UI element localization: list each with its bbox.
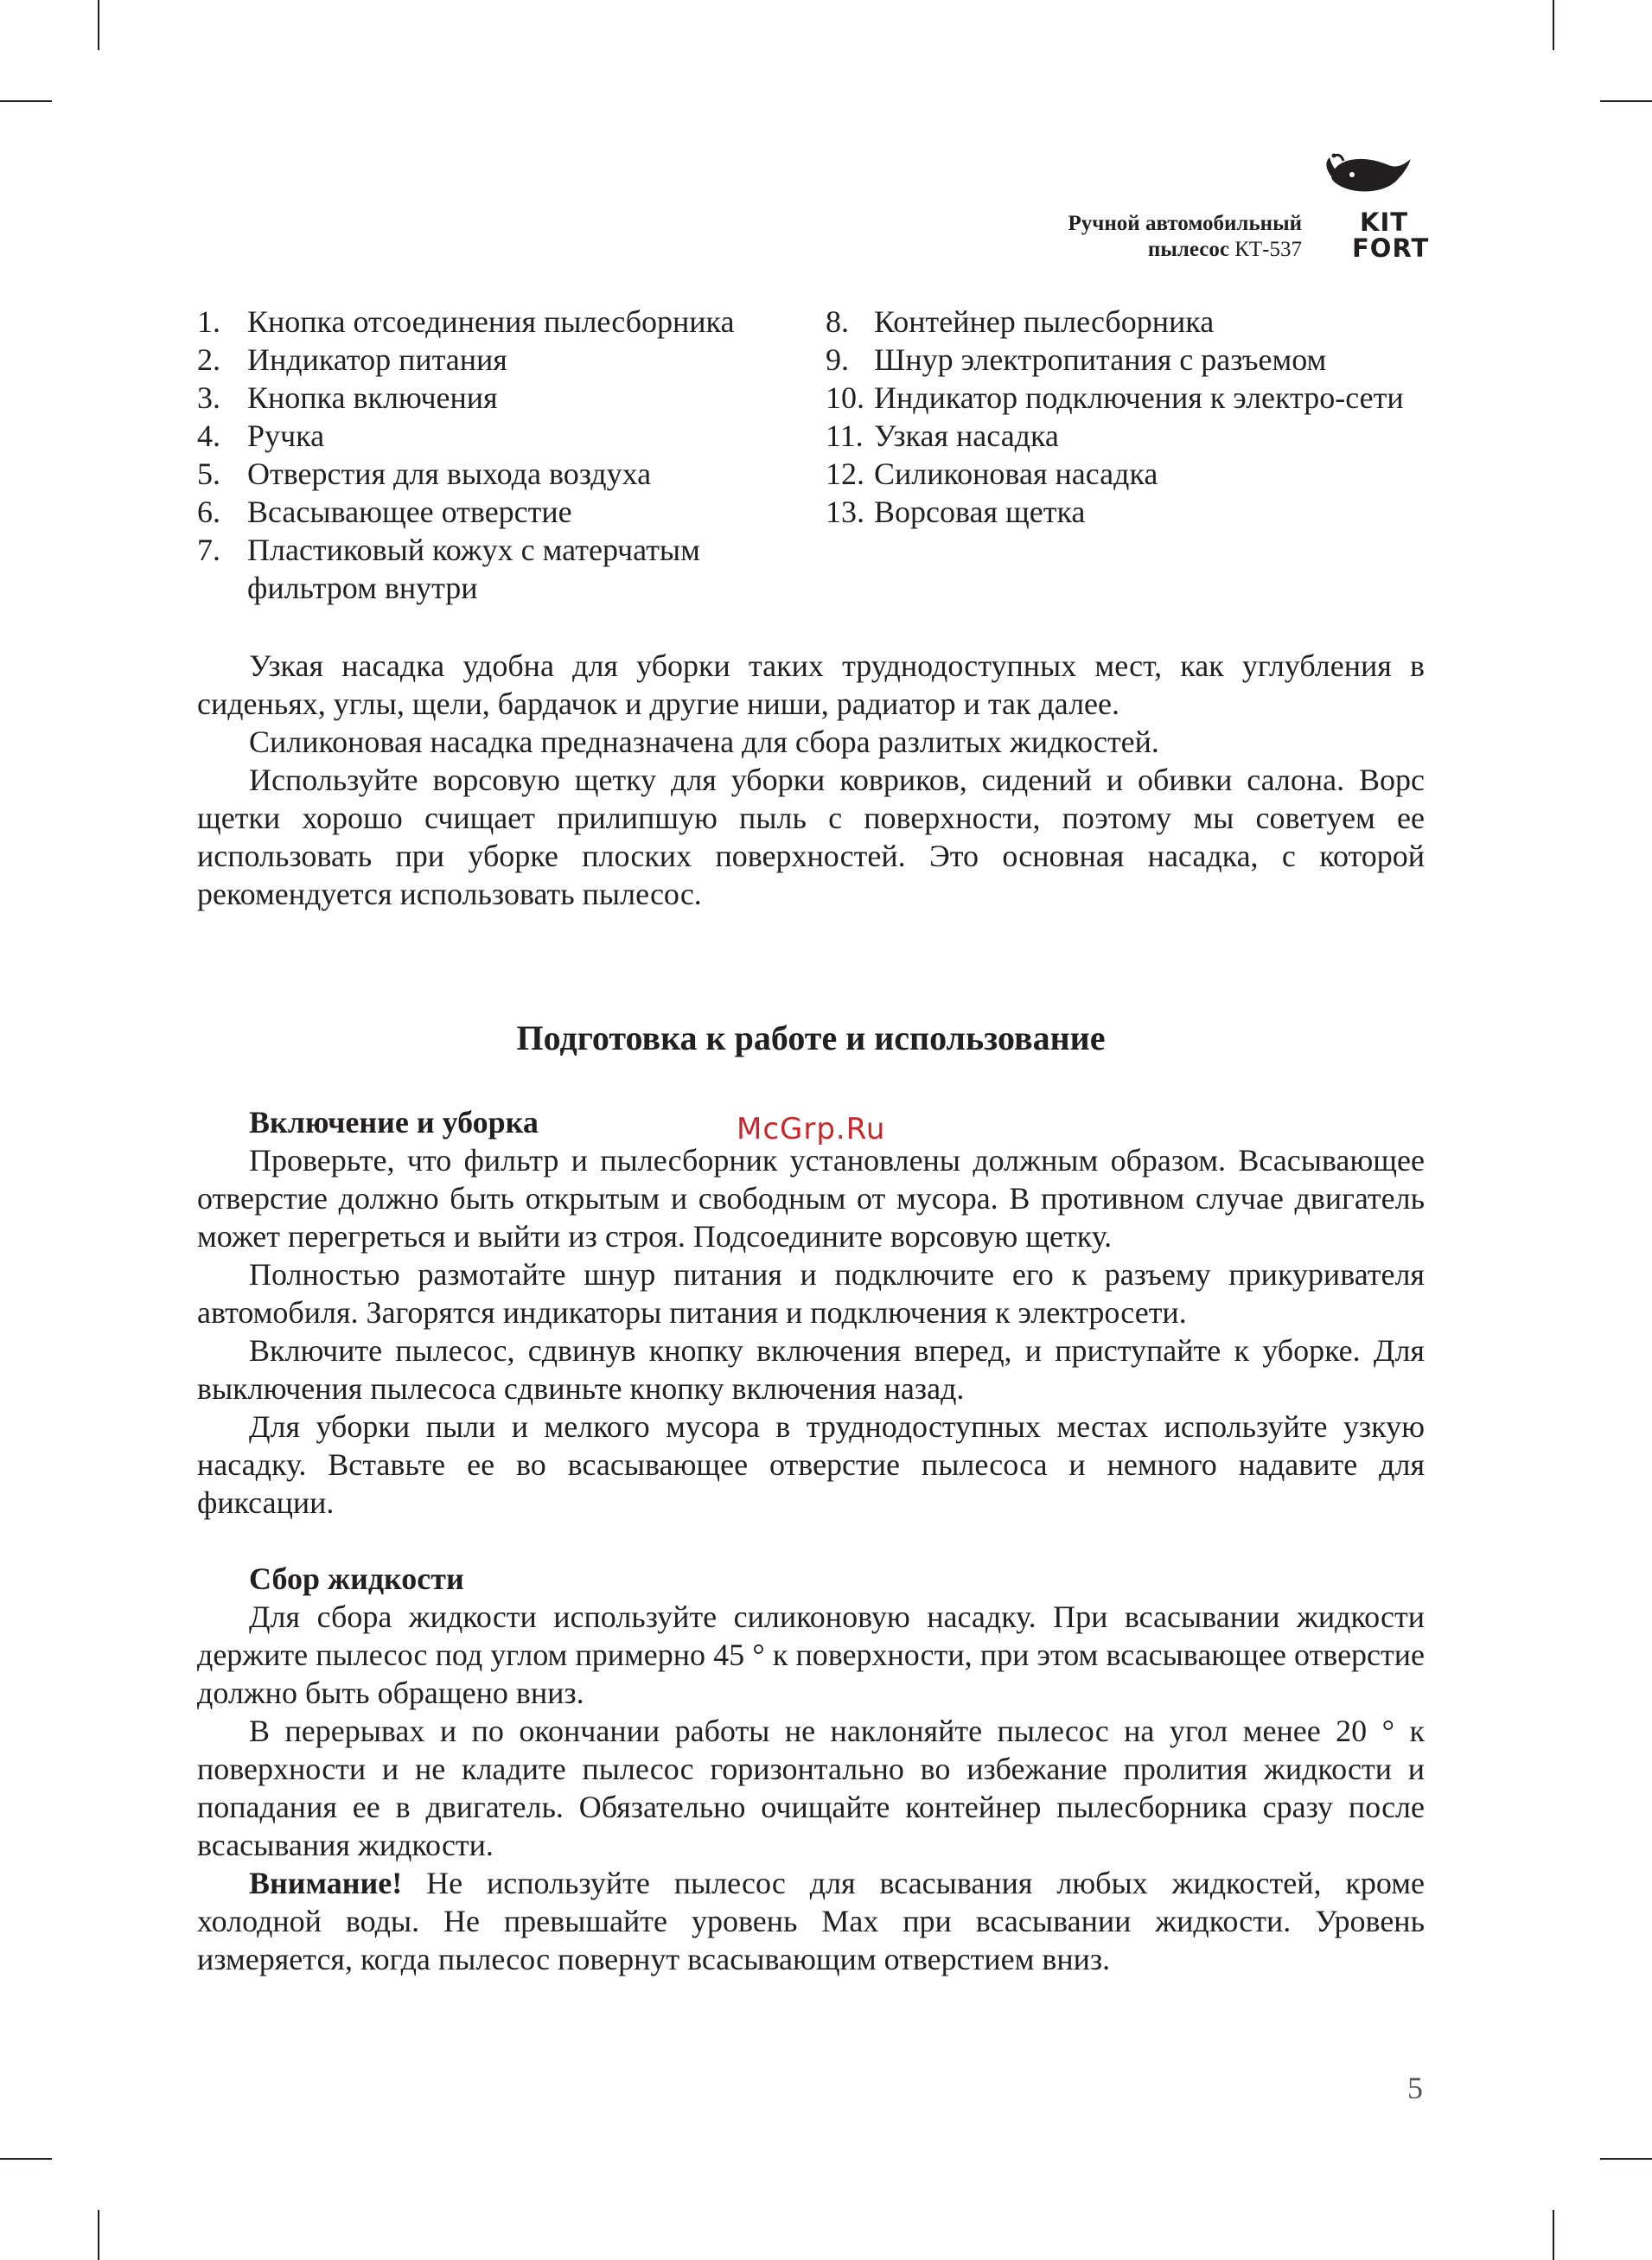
header-line1: Ручной автомобильный xyxy=(1068,212,1302,235)
intro-paragraph-2: Силиконовая насадка предназначена для сбора разлитых жидкостей. xyxy=(249,725,1159,759)
list-item: 9. Шнур электропитания с разъемом xyxy=(826,342,1327,377)
section-title: Подготовка к работе и использование xyxy=(516,1018,1106,1057)
crop-mark-top-left-h xyxy=(0,100,52,102)
list-item: 6. Всасывающее отверстие xyxy=(197,495,572,529)
warning-label: Внимание! xyxy=(249,1866,403,1900)
crop-mark-bottom-right-h xyxy=(1600,2158,1652,2160)
list-item: 4. Ручка xyxy=(197,418,325,453)
cleaning-paragraph-3: Включите пылесос, сдвинув кнопку включения вперед, и приступайте к уборке. Для выключения пылесоса сдвиньте кнопку включения назад. xyxy=(197,1333,1425,1406)
cleaning-paragraph-1: Проверьте, что фильтр и пылесборник установлены должным образом. Всасывающее отверстие должно быть открытым и свободным от мусора. В противном случае двигатель может перегреться и выйти из строя. Подсоедините ворсовую щетку. xyxy=(197,1143,1425,1254)
parts-list-left xyxy=(197,303,802,607)
watermark: McGrp.Ru xyxy=(737,1112,886,1146)
liquid-warning-paragraph xyxy=(197,1864,1425,1978)
list-item: 11. Узкая насадка xyxy=(826,418,1059,453)
list-item: 7. Пластиковый кожух с матерчатым фильтром внутри xyxy=(197,533,700,605)
header-model: КТ-537 xyxy=(1234,238,1302,261)
list-item: 2. Индикатор питания xyxy=(197,342,507,377)
brand-fort: FORT xyxy=(1352,233,1430,263)
cleaning-paragraph-4: Для уборки пыли и мелкого мусора в труднодоступных местах используйте узкую насадку. Вставьте ее во всасывающее отверстие пылесоса и немного надавите для фиксации. xyxy=(197,1409,1425,1520)
intro-paragraph-3: Используйте ворсовую щетку для уборки ковриков, сидений и обивки салона. Ворс щетки хорошо счищает прилипшую пыль с поверхности, поэтому мы советуем ее использовать при уборке плоских поверхностей. Это основная насадка, с которой рекомендуется использовать пылесос. xyxy=(197,763,1425,911)
crop-mark-top-left xyxy=(98,0,99,50)
list-item: 10. Индикатор подключения к электро-сети xyxy=(826,380,1404,415)
parts-list-right xyxy=(826,303,1448,531)
list-item: 8. Контейнер пылесборника xyxy=(826,304,1215,339)
kitfort-brand-text xyxy=(1352,209,1429,261)
crop-mark-bottom-left xyxy=(98,2210,99,2260)
warning-text: Не используйте пылесос для всасывания любых жидкостей, кроме холодной воды. Не превышайте уровень Max при всасывании жидкости. Уровень измеряется, когда пылесос повернут всасывающим отверстием вниз. xyxy=(197,1866,1425,1976)
cleaning-paragraph-2: Полностью размотайте шнур питания и подключите его к разъему прикуривателя автомобиля. Загорятся индикаторы питания и подключения к электросети. xyxy=(197,1257,1425,1330)
liquid-paragraph-2: В перерывах и по окончании работы не наклоняйте пылесос на угол менее 20 ° к поверхности и не кладите пылесос горизонтально во избежание пролития жидкости и попадания ее в двигатель. Обязательно очищайте контейнер пылесборника сразу после всасывания жидкости. xyxy=(197,1714,1425,1862)
crop-mark-top-right-h xyxy=(1600,100,1652,102)
list-item: 13. Ворсовая щетка xyxy=(826,495,1086,529)
brand-kit: KIT xyxy=(1360,207,1409,237)
crop-mark-bottom-left-h xyxy=(0,2158,52,2160)
page-number: 5 xyxy=(1407,2071,1423,2105)
list-item: 1. Кнопка отсоединения пылесборника xyxy=(197,304,735,339)
subheading-liquid: Сбор жидкости xyxy=(249,1561,464,1596)
list-item: 3. Кнопка включения xyxy=(197,380,498,415)
list-item: 12. Силиконовая насадка xyxy=(826,456,1158,491)
crop-mark-top-right xyxy=(1553,0,1554,50)
subheading-cleaning: Включение и уборка xyxy=(249,1105,539,1140)
liquid-paragraph-1: Для сбора жидкости используйте силиконовую насадку. При всасывании жидкости держите пылесос под углом примерно 45 ° к поверхности, при этом всасывающее отверстие должно быть обращено вниз. xyxy=(197,1599,1425,1710)
list-item: 5. Отверстия для выхода воздуха xyxy=(197,456,652,491)
page-header xyxy=(1068,211,1302,263)
header-line2-bold: пылесос xyxy=(1147,238,1229,261)
crop-mark-bottom-right xyxy=(1553,2210,1554,2260)
intro-paragraph-1: Узкая насадка удобна для уборки таких труднодоступных мест, как углубления в сиденьях, углы, щели, бардачок и другие ниши, радиатор и так далее. xyxy=(197,648,1425,721)
